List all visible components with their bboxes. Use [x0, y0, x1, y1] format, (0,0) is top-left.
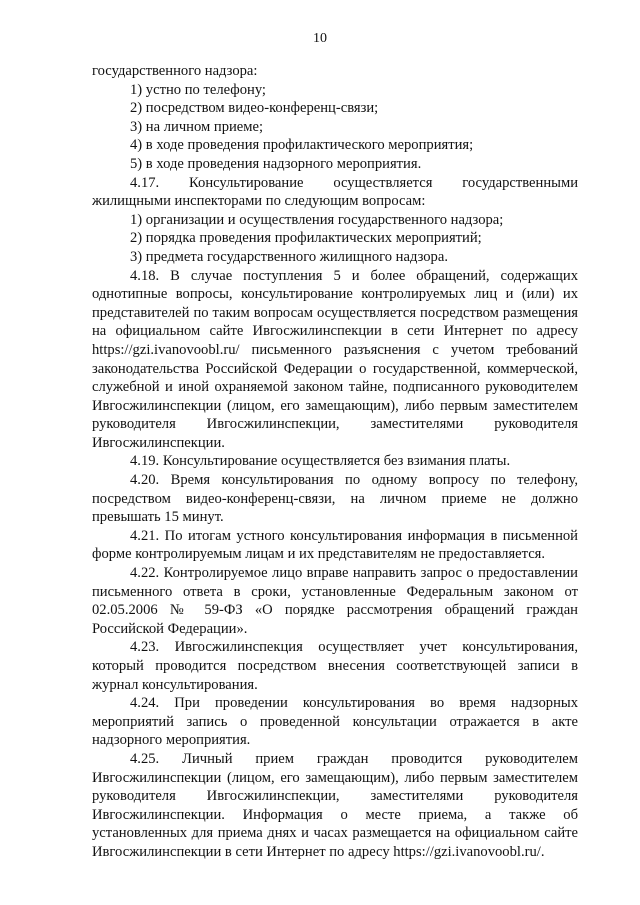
paragraph-4-25: 4.25. Личный прием граждан проводится руководителем Ивгосжилинспекции (лицом, его замещающим), либо первым заместителем руководителя Ивгосжилинспекции, заместителями руководителя Ивгосжилинспекции. Информация о месте приема, а также об установленных для приема днях и часах размещается на официальном сайте Ивгосжилинспекции в сети Интернет по адресу https://gzi.ivanovoobl.ru/.: [92, 750, 578, 860]
document-body: [92, 62, 578, 862]
paragraph-4-20: 4.20. Время консультирования по одному вопросу по телефону, посредством видео-конференц-связи, на личном приеме не должно превышать 15 минут.: [92, 472, 578, 526]
list-item: 2) посредством видео-конференц-связи;: [130, 100, 379, 117]
list-item: 4) в ходе проведения профилактического мероприятия;: [130, 137, 474, 154]
paragraph-4-24: 4.24. При проведении консультирования во время надзорных мероприятий запись о проведенной консультации отражается в акте надзорного мероприятия.: [92, 695, 578, 749]
page-number: 10: [313, 31, 327, 46]
list-item: 3) предмета государственного жилищного надзора.: [130, 248, 448, 265]
paragraph-4-21: 4.21. По итогам устного консультирования информация в письменной форме контролируемым лицам и их представителям не предоставляется.: [92, 527, 578, 563]
list-item: 3) на личном приеме;: [130, 118, 264, 135]
list-item: 1) организации и осуществления государственного надзора;: [130, 211, 504, 228]
list-item: 5) в ходе проведения надзорного мероприятия.: [130, 155, 422, 172]
paragraph-4-22: 4.22. Контролируемое лицо вправе направить запрос о предоставлении письменного ответа в сроки, установленные Федеральным законом от 02.05.2006 № 59-ФЗ «О порядке рассмотрения обращений граждан Российской Федерации».: [92, 565, 578, 637]
paragraph-4-18: 4.18. В случае поступления 5 и более обращений, содержащих однотипные вопросы, консультирование контролируемых лиц и (или) их представителей по таким вопросам осуществляется посредством размещения на официальном сайте Ивгосжилинспекции в сети Интернет по адресу https://gzi.ivanovoobl.ru/ письменного разъяснения с учетом требований законодательства Российской Федерации о государственной, коммерческой, служебной и иной охраняемой законом тайне, подписанного руководителем Ивгосжилинспекции (лицом, его замещающим), либо первым заместителем руководителя Ивгосжилинспекции, заместителями руководителя Ивгосжилинспекции.: [92, 267, 578, 451]
continuation-text: государственного надзора:: [92, 63, 258, 79]
list-item: 2) порядка проведения профилактических мероприятий;: [130, 230, 482, 247]
paragraph-4-23: 4.23. Ивгосжилинспекция осуществляет учет консультирования, который проводится посредством внесения соответствующей записи в журнал консультирования.: [92, 639, 578, 693]
list-item: 1) устно по телефону;: [130, 81, 266, 98]
paragraph-4-17: 4.17. Консультирование осуществляется государственными жилищными инспекторами по следующим вопросам:: [92, 174, 578, 210]
paragraph-4-19: 4.19. Консультирование осуществляется без взимания платы.: [130, 453, 511, 470]
